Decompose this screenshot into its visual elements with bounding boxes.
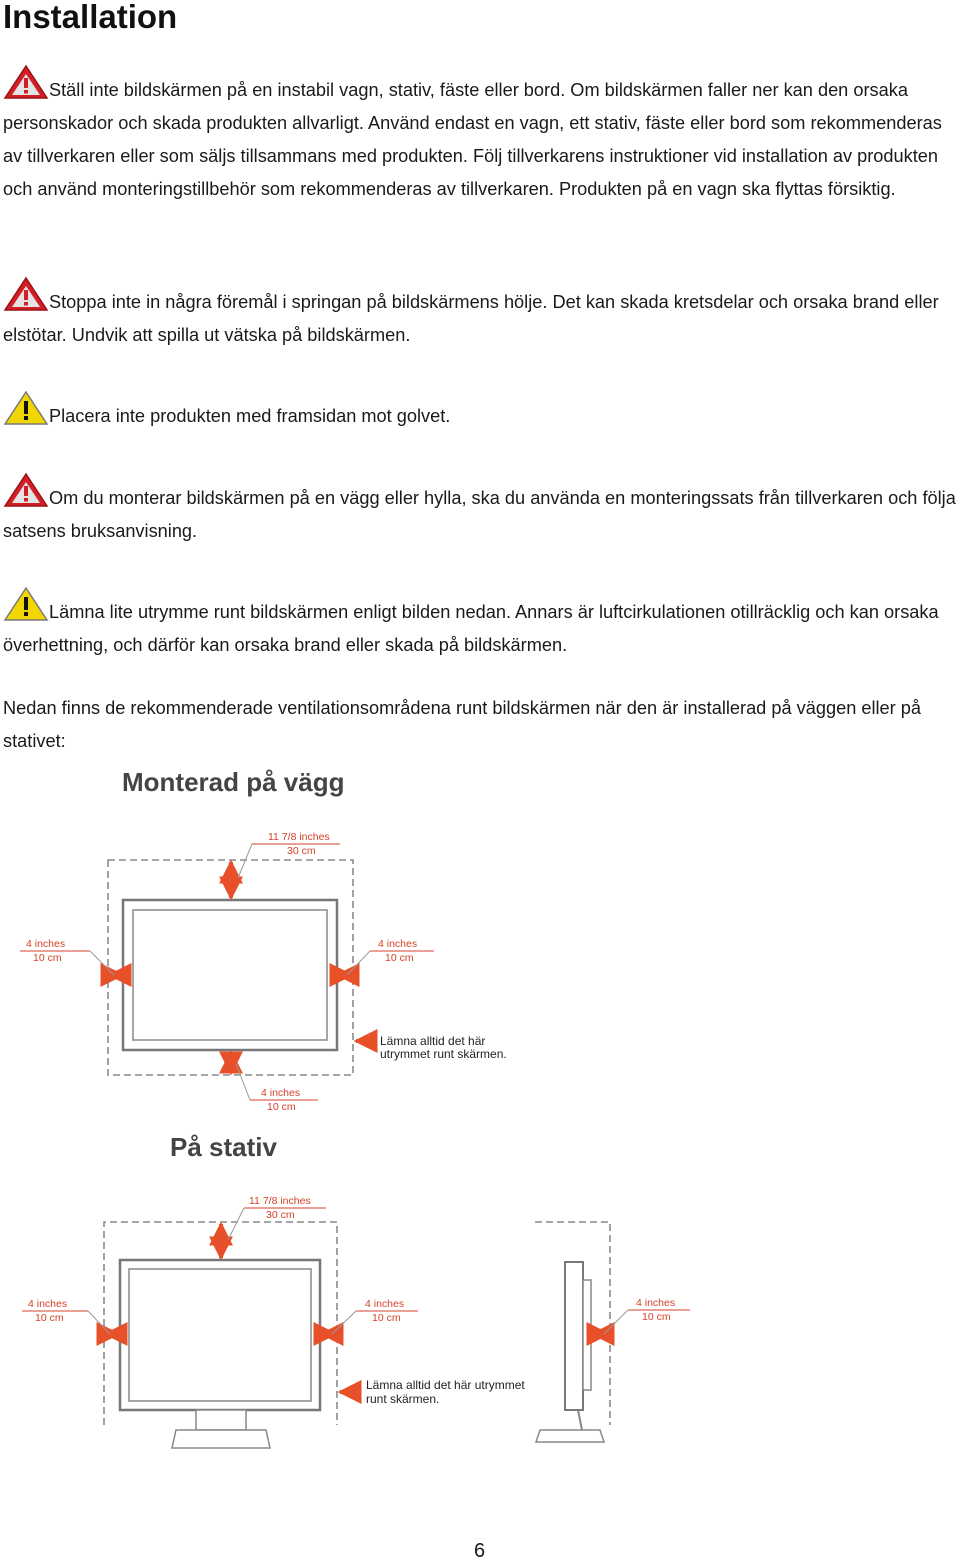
wall-top-cm: 30 cm xyxy=(287,845,316,857)
ventilation-intro: Nedan finns de rekommenderade ventilationsområdena runt bildskärmen när den är installerad på väggen eller på stativet: xyxy=(3,698,922,751)
stand-right-leader xyxy=(332,1311,356,1334)
stand-side-inches: 4 inches xyxy=(636,1297,676,1309)
wall-top-leader xyxy=(238,844,252,878)
wall-left-inches: 4 inches xyxy=(26,938,66,950)
wall-bottom-cm: 10 cm xyxy=(267,1101,296,1113)
wall-right-leader xyxy=(347,951,370,975)
stand-right-inches: 4 inches xyxy=(365,1298,405,1310)
warning-text: Ställ inte bildskärmen på en instabil vagn, stativ, fäste eller bord. Om bildskärmen faller ner kan den orsaka personskador och skada produkten allvarligt. Använd endast en vagn, ett stativ, fäste eller bord som rekommenderas av tillverkaren eller som säljs tillsammans med produkten. Följ tillverkarens instruktioner vid installation av produkten och använd monteringstillbehör som rekommenderas av tillverkaren. Produkten på en vagn ska flyttas försiktig. xyxy=(3,80,942,199)
ventilation-diagram-svg xyxy=(0,760,960,1500)
stand-left-cm: 10 cm xyxy=(35,1312,64,1324)
warning-text: Placera inte produkten med framsidan mot golvet. xyxy=(49,406,451,426)
stand-top-leader xyxy=(228,1208,244,1240)
stand-diagram-heading: På stativ xyxy=(170,1132,277,1162)
stand-top-cm: 30 cm xyxy=(266,1209,295,1221)
warning-text: Om du monterar bildskärmen på en vägg eller hylla, ska du använda en monteringssats från tillverkaren och följa satsens bruksanvisning. xyxy=(3,488,956,541)
wall-right-inches: 4 inches xyxy=(378,938,418,950)
caution-paragraph-ventilation xyxy=(3,586,958,662)
side-monitor-back xyxy=(583,1280,591,1390)
wall-left-leader xyxy=(90,951,114,975)
wall-note-line2: utrymmet runt skärmen. xyxy=(380,1047,507,1061)
wall-top-inches: 11 7/8 inches xyxy=(268,831,330,843)
side-monitor-body xyxy=(565,1262,583,1410)
wall-note-line1: Lämna alltid det här xyxy=(380,1034,486,1048)
wall-right-cm: 10 cm xyxy=(385,952,414,964)
stand-left-inches: 4 inches xyxy=(28,1298,68,1310)
side-stand-neck xyxy=(578,1410,582,1430)
warning-paragraph-objects xyxy=(3,276,958,352)
caution-paragraph-face-down xyxy=(3,390,958,433)
stand-right-cm: 10 cm xyxy=(372,1312,401,1324)
stand-note-line1: Lämna alltid det här utrymmet xyxy=(366,1378,525,1392)
wall-diagram-heading: Monterad på vägg xyxy=(122,767,345,797)
yellow-caution-triangle-icon xyxy=(3,390,49,426)
warning-paragraph-wall-mount xyxy=(3,472,958,548)
warning-text: Stoppa inte in några föremål i springan på bildskärmens hölje. Det kan skada kretsdelar och orsaka brand eller elstötar. Undvik att spilla ut vätska på bildskärmen. xyxy=(3,292,939,345)
wall-left-cm: 10 cm xyxy=(33,952,62,964)
page-title: Installation xyxy=(3,0,178,35)
stand-top-inches: 11 7/8 inches xyxy=(249,1195,311,1207)
stand-monitor-screen xyxy=(129,1269,311,1401)
side-stand-base xyxy=(536,1430,604,1442)
warning-paragraph-cart xyxy=(3,64,958,206)
yellow-caution-triangle-icon xyxy=(3,586,49,622)
wall-monitor-screen xyxy=(133,910,327,1040)
stand-side-leader xyxy=(604,1310,628,1334)
stand-note-line2: runt skärmen. xyxy=(366,1392,440,1406)
ventilation-diagrams xyxy=(0,760,960,1500)
warning-text: Lämna lite utrymme runt bildskärmen enligt bilden nedan. Annars är luftcirkulationen otillräcklig och kan orsaka överhettning, och därför kan orsaka brand eller skada på bildskärmen. xyxy=(3,602,939,655)
red-warning-triangle-icon xyxy=(3,64,49,100)
page-number: 6 xyxy=(474,1540,486,1562)
stand-left-leader xyxy=(88,1311,110,1334)
wall-bottom-inches: 4 inches xyxy=(261,1087,301,1099)
stand-base xyxy=(172,1430,270,1448)
stand-side-cm: 10 cm xyxy=(642,1311,671,1323)
red-warning-triangle-icon xyxy=(3,276,49,312)
stand-neck xyxy=(196,1410,246,1430)
wall-bottom-leader xyxy=(236,1064,250,1100)
red-warning-triangle-icon xyxy=(3,472,49,508)
